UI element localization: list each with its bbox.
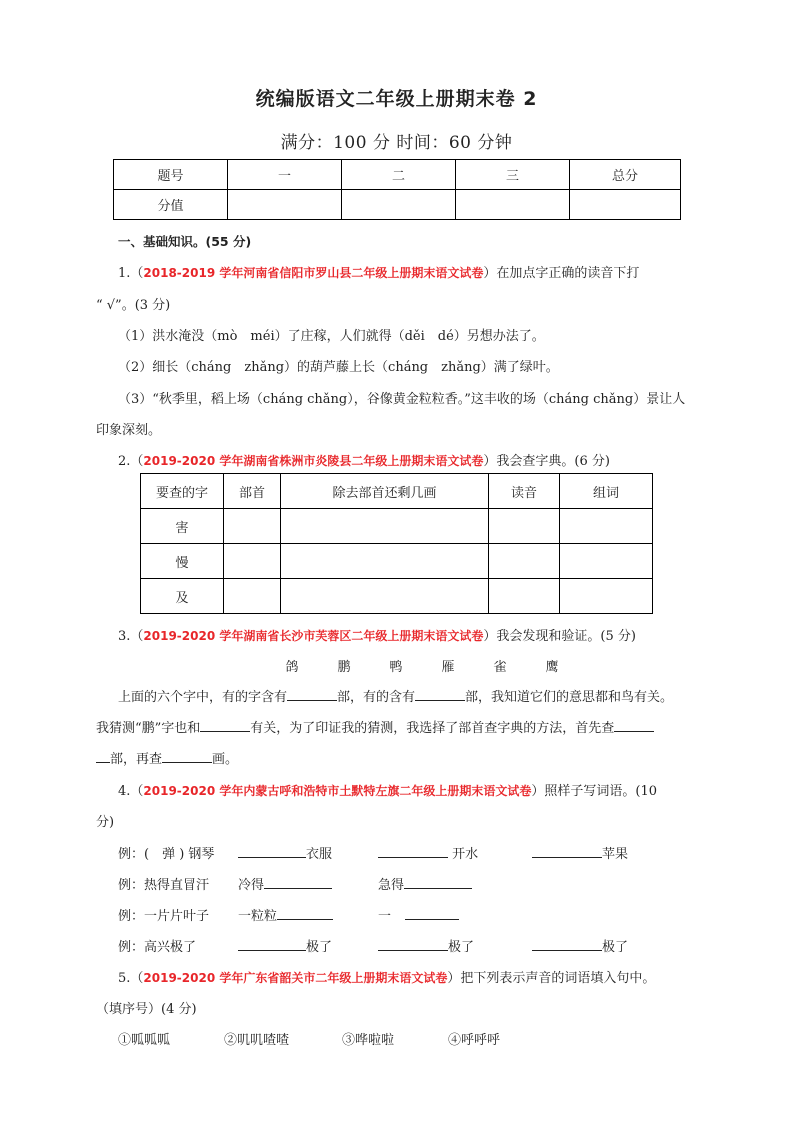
fill-blank[interactable] — [238, 938, 306, 951]
fill-blank[interactable] — [200, 719, 250, 732]
answer-cell[interactable] — [560, 579, 653, 614]
score-header-cell: 二 — [342, 160, 456, 190]
question-1-item-cont: 印象深刻。 — [96, 423, 162, 438]
question-1-item: （3）“秋季里，稻上场（cháng chǎng），谷像黄金粒粒香。”这丰收的场（cháng chǎng）景让人 — [118, 392, 686, 407]
option-item: ①呱呱呱 — [118, 1033, 171, 1048]
example-label: 例：一片片叶子 — [118, 909, 210, 924]
question-source: 2019-2020 学年内蒙古呼和浩特市土默特左旗二年级上册期末语文试卷 — [143, 784, 532, 798]
fill-blank[interactable] — [532, 938, 602, 951]
dictionary-char: 及 — [141, 579, 224, 614]
option-item: ②叽叽喳喳 — [224, 1033, 290, 1048]
word-item — [238, 936, 332, 955]
list-item: 鹏 — [337, 660, 351, 675]
word-text: 衣服 — [306, 847, 333, 862]
question-3-paragraph — [96, 717, 654, 736]
list-item: 鸽 — [285, 660, 299, 675]
score-row-label: 分值 — [114, 190, 228, 220]
question-source: 2019-2020 学年广东省韶关市二年级上册期末语文试卷 — [143, 971, 448, 985]
dictionary-header-cell: 组词 — [560, 474, 653, 509]
option-item: ③哗啦啦 — [342, 1033, 395, 1048]
question-number: 2.（ — [118, 454, 144, 469]
score-table-value-row — [114, 190, 681, 220]
list-item: 雀 — [493, 660, 507, 675]
example-label: 例：高兴极了 — [118, 940, 197, 955]
answer-cell[interactable] — [281, 544, 489, 579]
question-1-prompt — [118, 262, 639, 281]
paragraph-text: 上面的六个字中，有的字含有 — [118, 690, 288, 705]
answer-cell[interactable] — [560, 544, 653, 579]
dictionary-char: 害 — [141, 509, 224, 544]
word-text: 苹果 — [602, 847, 629, 862]
dictionary-header-row — [141, 474, 653, 509]
word-text: 极了 — [448, 940, 475, 955]
dictionary-table — [140, 473, 653, 614]
answer-cell[interactable] — [489, 579, 560, 614]
example-label: 例：热得直冒汗 — [118, 878, 210, 893]
page-subtitle: 满分：100 分 时间：60 分钟 — [280, 133, 513, 153]
fill-blank[interactable] — [405, 907, 459, 920]
dictionary-header-cell: 读音 — [489, 474, 560, 509]
answer-cell[interactable] — [281, 579, 489, 614]
answer-cell[interactable] — [224, 544, 281, 579]
question-number: 3.（ — [118, 629, 144, 644]
section-heading: 一、基础知识。(55 分) — [118, 234, 252, 249]
dictionary-header-cell: 部首 — [224, 474, 281, 509]
word-item — [378, 905, 459, 924]
fill-blank[interactable] — [287, 688, 337, 701]
option-item: ④呼呼呼 — [448, 1033, 501, 1048]
dictionary-header-cell: 除去部首还剩几画 — [281, 474, 489, 509]
question-4-prompt-cont: 分) — [96, 815, 115, 830]
score-header-cell: 总分 — [570, 160, 681, 190]
score-value-cell[interactable] — [570, 190, 681, 220]
score-value-cell[interactable] — [342, 190, 456, 220]
answer-cell[interactable] — [560, 509, 653, 544]
question-number: 4.（ — [118, 784, 144, 799]
question-text: ）我会查字典。(6 分) — [483, 454, 610, 469]
paragraph-text: 我猜测“鹏”字也和 — [96, 721, 201, 736]
word-text: 极了 — [602, 940, 629, 955]
list-item: 鹰 — [545, 660, 559, 675]
example-label: 例：( 弹 ) 钢琴 — [118, 847, 215, 862]
question-5-prompt — [118, 967, 655, 986]
dictionary-header-cell: 要查的字 — [141, 474, 224, 509]
question-text: ）把下列表示声音的词语填入句中。 — [447, 971, 656, 986]
paragraph-text: 有关，为了印证我的猜测，我选择了部首查字典的方法，首先查 — [250, 721, 615, 736]
word-text: 极了 — [306, 940, 333, 955]
question-number: 5.（ — [118, 971, 144, 986]
fill-blank[interactable] — [378, 845, 448, 858]
question-3-prompt — [118, 625, 636, 644]
question-5-prompt-cont: （填序号）(4 分) — [96, 1002, 197, 1017]
table-row — [141, 544, 653, 579]
paragraph-text: 部，再查 — [110, 752, 163, 767]
word-item — [238, 905, 333, 924]
fill-blank[interactable] — [277, 907, 333, 920]
table-row — [141, 509, 653, 544]
question-2-prompt — [118, 450, 610, 469]
question-1-prompt-cont: “ √”。(3 分) — [96, 298, 171, 313]
fill-blank[interactable] — [532, 845, 602, 858]
question-text: ）照样子写词语。(10 — [531, 784, 657, 799]
word-item — [378, 874, 472, 893]
word-item — [378, 843, 478, 862]
word-text: 急得 — [378, 878, 405, 893]
list-item: 鸭 — [389, 660, 403, 675]
question-3-paragraph — [118, 686, 673, 705]
question-1-item: （2）细长（cháng zhǎng）的葫芦藤上长（cháng zhǎng）满了绿叶。 — [118, 360, 559, 375]
paragraph-text: 画。 — [212, 752, 239, 767]
score-header-cell: 一 — [228, 160, 342, 190]
answer-cell[interactable] — [224, 509, 281, 544]
score-header-cell: 三 — [456, 160, 570, 190]
paragraph-text: 部，有的含有 — [337, 690, 416, 705]
question-source: 2019-2020 学年湖南省株洲市炎陵县二年级上册期末语文试卷 — [143, 454, 484, 468]
word-item — [532, 843, 628, 862]
fill-blank[interactable] — [614, 719, 654, 732]
score-table — [113, 159, 681, 220]
fill-blank[interactable] — [404, 876, 472, 889]
score-value-cell[interactable] — [456, 190, 570, 220]
score-table-header-row — [114, 160, 681, 190]
word-text: 一 — [378, 909, 392, 924]
word-item — [238, 874, 332, 893]
paragraph-text: 部，我知道它们的意思都和鸟有关。 — [465, 690, 674, 705]
question-text: ）在加点字正确的读音下打 — [483, 266, 640, 281]
fill-blank[interactable] — [378, 938, 448, 951]
question-3-paragraph — [96, 748, 238, 767]
question-source: 2019-2020 学年湖南省长沙市芙蓉区二年级上册期末语文试卷 — [143, 629, 484, 643]
answer-cell[interactable] — [281, 509, 489, 544]
word-text: 一粒粒 — [238, 909, 278, 924]
question-1-item: （1）洪水淹没（mò méi）了庄稼，人们就得（děi dé）另想办法了。 — [118, 329, 545, 344]
question-4-prompt — [118, 780, 657, 799]
word-item — [532, 936, 628, 955]
answer-cell[interactable] — [224, 579, 281, 614]
word-item — [378, 936, 474, 955]
fill-blank[interactable] — [96, 750, 110, 763]
question-source: 2018-2019 学年河南省信阳市罗山县二年级上册期末语文试卷 — [143, 266, 484, 280]
fill-blank[interactable] — [264, 876, 332, 889]
answer-cell[interactable] — [489, 544, 560, 579]
score-header-cell: 题号 — [114, 160, 228, 190]
fill-blank[interactable] — [162, 750, 212, 763]
word-text: 开水 — [448, 847, 479, 862]
table-row — [141, 579, 653, 614]
fill-blank[interactable] — [415, 688, 465, 701]
score-value-cell[interactable] — [228, 190, 342, 220]
word-text: 冷得 — [238, 878, 265, 893]
word-item — [238, 843, 332, 862]
page-title: 统编版语文二年级上册期末卷 2 — [255, 88, 538, 110]
list-item: 雁 — [441, 660, 455, 675]
character-list — [266, 656, 578, 675]
question-number: 1.（ — [118, 266, 144, 281]
fill-blank[interactable] — [238, 845, 306, 858]
answer-cell[interactable] — [489, 509, 560, 544]
dictionary-char: 慢 — [141, 544, 224, 579]
question-text: ）我会发现和验证。(5 分) — [483, 629, 636, 644]
